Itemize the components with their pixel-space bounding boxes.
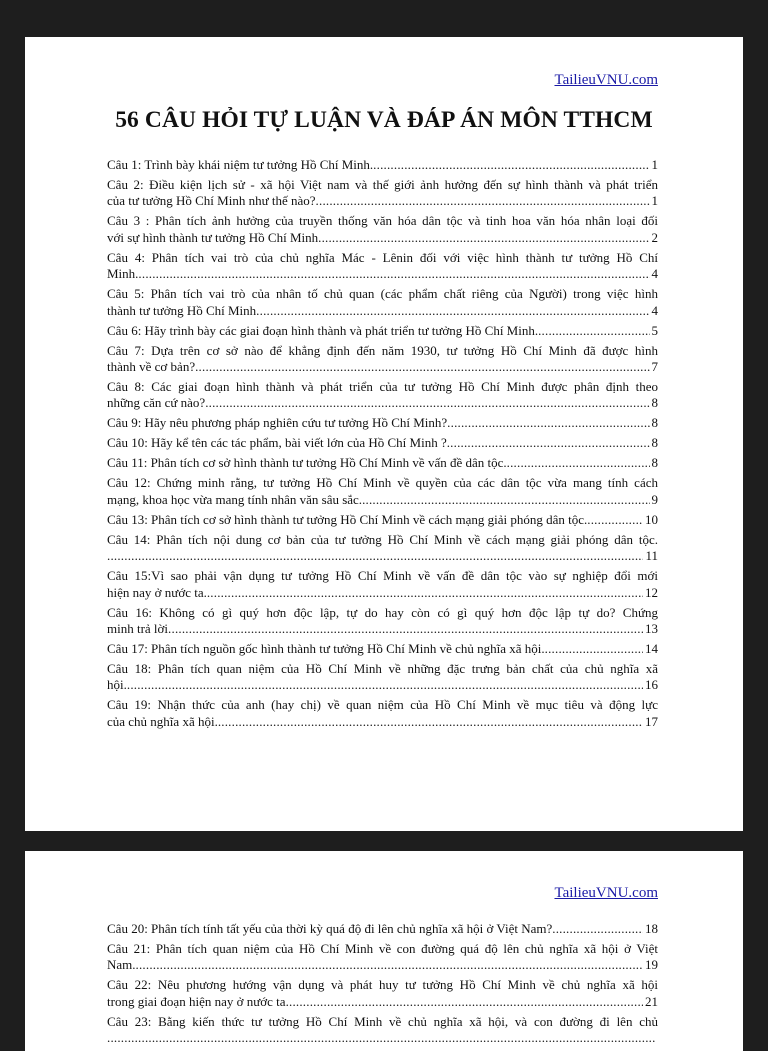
toc-entry-text: hiện nay ở nước ta. [107, 584, 207, 600]
toc-page-number: 19 [645, 957, 658, 973]
dot-leader [138, 266, 649, 282]
toc-page-number: 5 [651, 322, 658, 338]
toc-entry-text: Câu 23: Bằng kiến thức tư tưởng Hồ Chí Minh về chủ nghĩa xã hội, và con đường đi lên chủ [107, 1013, 658, 1029]
dot-leader [107, 1030, 656, 1046]
toc-entry-text: Câu 13: Phân tích cơ sở hình thành tư tưởng Hồ Chí Minh về cách mạng giải phóng dân tộc. [107, 511, 588, 527]
dot-leader [587, 512, 643, 528]
toc-page-number: 21 [645, 993, 658, 1009]
toc-page-number: 16 [645, 677, 658, 693]
dot-leader [362, 492, 649, 508]
toc-page-number: 10 [645, 511, 658, 527]
dot-leader [507, 455, 650, 471]
dot-leader [218, 714, 643, 730]
dot-leader [127, 677, 643, 693]
toc-entry-text: Câu 18: Phân tích quan niệm của Hồ Chí Minh về những đặc trưng bản chất của chủ nghĩa xã [107, 661, 658, 677]
toc-entry[interactable] [107, 286, 658, 319]
toc-entry[interactable] [107, 250, 658, 283]
toc-page-number: 4 [651, 266, 658, 282]
toc-page-number: 1 [651, 193, 658, 209]
toc-entry-text: Câu 14: Phân tích nội dung cơ bản của tư tưởng Hồ Chí Minh về cách mạng giải phóng dân tộc. [107, 531, 658, 547]
header-link[interactable]: TailieuVNU.com [554, 885, 658, 901]
toc-page-number: 8 [651, 415, 658, 431]
toc-entry[interactable] [107, 343, 658, 376]
toc-entry-text: những căn cứ nào? [107, 395, 206, 411]
toc-entry[interactable] [107, 379, 658, 412]
toc-entry-text: Câu 19: Nhận thức của anh (hay chị) về quan niệm của Hồ Chí Minh về mục tiêu và động lực [107, 697, 658, 713]
toc-entry[interactable] [107, 213, 658, 246]
toc-entry-text: Câu 11: Phân tích cơ sở hình thành tư tưởng Hồ Chí Minh về vấn đề dân tộc. [107, 455, 507, 471]
dot-leader [552, 921, 643, 937]
toc-entry-text: Câu 3 : Phân tích ảnh hưởng của truyền thống văn hóa dân tộc và tinh hoa văn hóa nhân loại đối [107, 213, 658, 229]
toc-page-number: 11 [645, 548, 658, 564]
dot-leader [107, 548, 643, 564]
toc-entry[interactable] [107, 921, 658, 937]
toc-entry-text: Câu 22: Nêu phương hướng vận dụng và phát huy tư tưởng Hồ Chí Minh về chủ nghĩa xã hội [107, 977, 658, 993]
toc-page-number: 2 [651, 229, 658, 245]
toc-entry[interactable] [107, 455, 658, 471]
dot-leader [136, 957, 643, 973]
toc-entry[interactable] [107, 323, 658, 339]
table-of-contents [107, 921, 658, 1050]
dot-leader [286, 994, 643, 1010]
toc-page-number: 9 [651, 491, 658, 507]
toc-entry[interactable] [107, 661, 658, 694]
toc-page-number: 14 [645, 641, 658, 657]
toc-entry-text: mạng, khoa học vừa mang tính nhân văn sâu sắc. [107, 491, 363, 507]
dot-leader [373, 157, 649, 173]
toc-entry[interactable] [107, 697, 658, 730]
toc-entry[interactable] [107, 532, 658, 565]
toc-page-number: 18 [645, 921, 658, 936]
dot-leader [207, 585, 643, 601]
toc-entry-text: Câu 12: Chứng minh rằng, tư tưởng Hồ Chí Minh về quyền của các dân tộc vừa mang tính cách [107, 475, 658, 491]
toc-page-number: 12 [645, 584, 658, 600]
toc-entry[interactable] [107, 568, 658, 601]
toc-page-number: 8 [651, 395, 658, 411]
document-page-1 [25, 37, 743, 831]
toc-page-number: 8 [651, 435, 658, 451]
toc-entry-text: Câu 7: Dựa trên cơ sở nào để khẳng định đến năm 1930, tư tưởng Hồ Chí Minh đã được hình [107, 342, 658, 358]
document-page-2 [25, 851, 743, 1051]
dot-leader [256, 303, 649, 319]
toc-entry[interactable] [107, 475, 658, 508]
table-of-contents [107, 157, 658, 734]
toc-entry-text: với sự hình thành tư tưởng Hồ Chí Minh [107, 229, 319, 245]
toc-entry-text: Câu 9: Hãy nêu phương pháp nghiên cứu tư tưởng Hồ Chí Minh? [107, 415, 448, 431]
dot-leader [316, 193, 650, 209]
toc-entry[interactable] [107, 641, 658, 657]
dot-leader [447, 415, 649, 431]
header-link[interactable]: TailieuVNU.com [554, 72, 658, 88]
dot-leader [545, 641, 643, 657]
toc-entry[interactable] [107, 177, 658, 210]
toc-entry[interactable] [107, 977, 658, 1010]
toc-entry-text: của tư tưởng Hồ Chí Minh như thế nào? [107, 193, 316, 209]
dot-leader [205, 395, 649, 411]
toc-entry-text: Câu 21: Phân tích quan niệm của Hồ Chí Minh về con đường quá độ lên chủ nghĩa xã hội ở Việt [107, 941, 658, 956]
toc-entry[interactable] [107, 605, 658, 638]
toc-entry-text: Câu 16: Không có gì quý hơn độc lập, tự do hay còn có gì quý hơn độc lập tự do? Chứng [107, 604, 658, 620]
toc-entry-text: Câu 15:Vì sao phải vận dụng tư tưởng Hồ Chí Minh về vấn đề dân tộc vào sự nghiệp đổi mới [107, 568, 658, 584]
toc-entry[interactable] [107, 415, 658, 431]
toc-page-number: 13 [645, 621, 658, 637]
toc-entry-text: thành tư tưởng Hồ Chí Minh [107, 302, 257, 318]
toc-entry-text: Minh. [107, 266, 139, 282]
toc-entry-text: Câu 5: Phân tích vai trò của nhân tố chủ quan (các phẩm chất riêng của Người) trong việc hình [107, 286, 658, 302]
toc-entry-text: Câu 4: Phân tích vai trò của chủ nghĩa Mác - Lênin đối với việc hình thành tư tưởng Hồ Chí [107, 249, 658, 265]
document-title: 56 CÂU HỎI TỰ LUẬN VÀ ĐÁP ÁN MÔN TTHCM [115, 107, 653, 133]
toc-entry-text: Câu 2: Điều kiện lịch sử - xã hội Việt nam và thế giới ảnh hưởng đến sự hình thành và phát triển [107, 177, 658, 192]
toc-entry[interactable] [107, 941, 658, 974]
dot-leader [447, 435, 650, 451]
dot-leader [538, 323, 649, 339]
dot-leader [318, 230, 649, 246]
toc-page-number: 4 [651, 302, 658, 318]
toc-page-number: 8 [651, 455, 658, 471]
dot-leader [168, 621, 643, 637]
toc-entry-text: của chủ nghĩa xã hội. [107, 713, 218, 729]
toc-entry-text: Nam. [107, 957, 136, 973]
toc-entry[interactable] [107, 1014, 658, 1047]
toc-entry[interactable] [107, 435, 658, 451]
toc-entry-text: thành về cơ bản? [107, 359, 196, 375]
toc-entry-text: Câu 1: Trình bày khái niệm tư tưởng Hồ Chí Minh. [107, 157, 374, 172]
toc-entry-text: minh trả lời [107, 621, 169, 637]
toc-entry-text: Câu 17: Phân tích nguồn gốc hình thành tư tưởng Hồ Chí Minh về chủ nghĩa xã hội. [107, 641, 545, 657]
toc-page-number: 1 [651, 157, 658, 172]
toc-entry-text: Câu 8: Các giai đoạn hình thành và phát triển của tư tưởng Hồ Chí Minh được phân định theo [107, 379, 658, 395]
toc-entry[interactable] [107, 157, 658, 173]
toc-entry-text: Câu 10: Hãy kể tên các tác phẩm, bài viết lớn của Hồ Chí Minh ? [107, 435, 447, 451]
toc-entry-text: Câu 20: Phân tích tính tất yếu của thời kỳ quá độ đi lên chủ nghĩa xã hội ở Việt Nam? [107, 921, 553, 936]
toc-page-number: 17 [645, 713, 658, 729]
dot-leader [195, 359, 649, 375]
toc-entry-text: trong giai đoạn hiện nay ở nước ta [107, 993, 286, 1009]
toc-entry-text: Câu 6: Hãy trình bày các giai đoạn hình thành và phát triển tư tưởng Hồ Chí Minh. [107, 322, 539, 338]
toc-entry-text: hội. [107, 677, 127, 693]
toc-page-number: 7 [651, 359, 658, 375]
toc-entry[interactable] [107, 512, 658, 528]
